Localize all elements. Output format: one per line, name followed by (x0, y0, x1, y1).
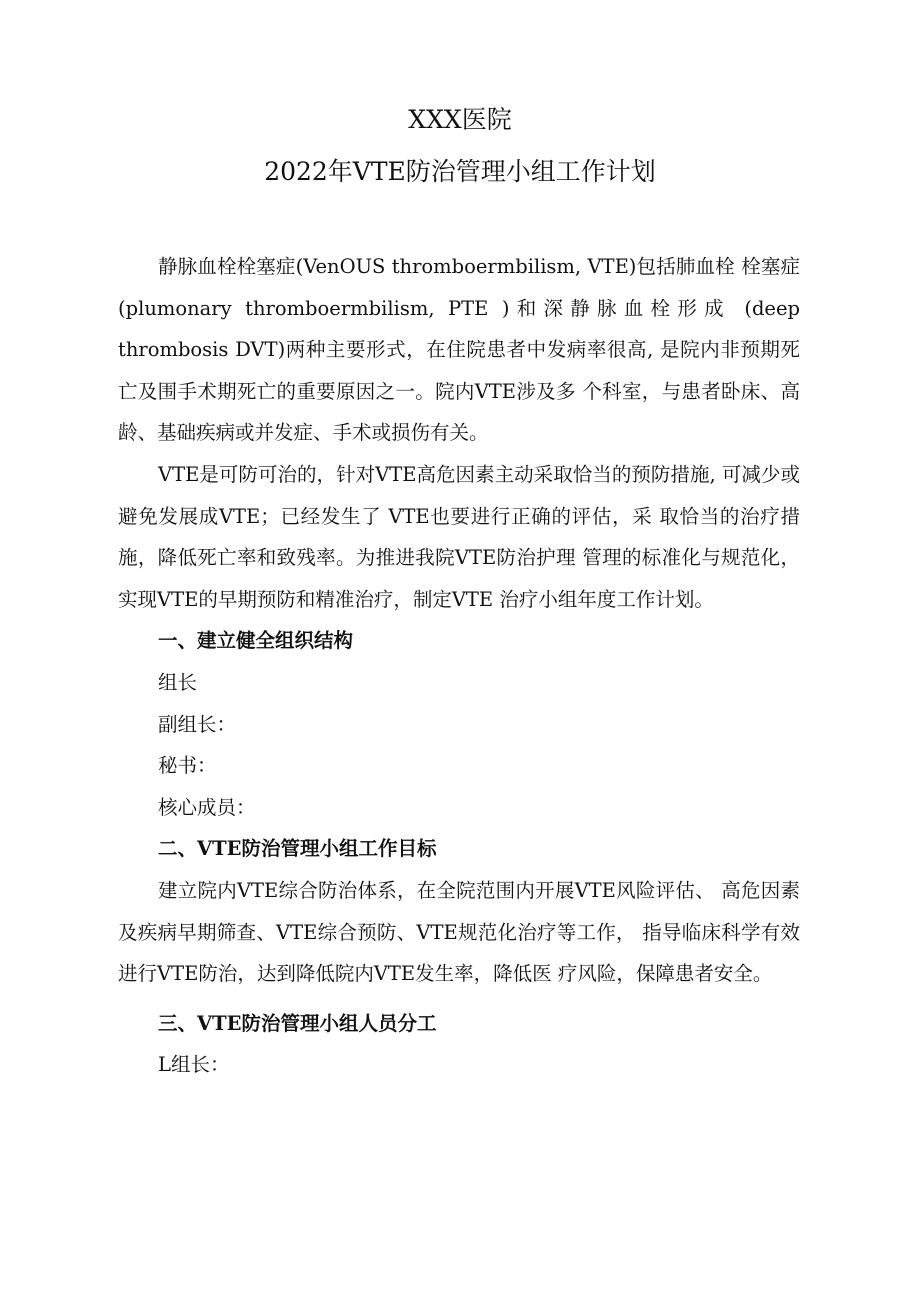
section-spacer (118, 995, 800, 1003)
intro-paragraph: 静脉血栓栓塞症(VenOUS thromboermbilism, VTE)包括肺血栓 栓塞症(plumonary thromboermbilism, PTE )和深静脉血栓形成 (deep thrombosis DVT)两种主要形式，在住院患者中发病率很高, 是院内非预期死亡及围手术期死亡的重要原因之一。院内VTE涉及多 个科室，与患者卧床、高龄、基础疾病或并发症、手术或损伤有关。 (118, 255, 800, 445)
section-heading-goals: 二、VTE防治管理小组工作目标 (158, 837, 437, 861)
org-role-leader: 组长 (158, 670, 198, 694)
goals-paragraph: 建立院内VTE综合防治体系，在全院范围内开展VTE风险评估、 高危因素及疾病早期筛查、VTE综合预防、VTE规范化治疗等工作， 指导临床科学有效进行VTE防治，达到降低院内VTE发生率，降低医 疗风险，保障患者安全。 (118, 878, 800, 986)
division-role-leader: L组长： (158, 1053, 230, 1077)
org-role-secretary: 秘书： (158, 754, 217, 778)
intro-paragraph: VTE是可防可治的，针对VTE高危因素主动采取恰当的预防措施, 可减少或避免发展成VTE；已经发生了 VTE也要进行正确的评估，采 取恰当的治疗措施，降低死亡率和致残率。为推进我院VTE防治护理 管理的标准化与规范化，实现VTE的早期预防和精准治疗，制定VTE 治疗小组年度工作计划。 (118, 462, 800, 611)
document-title-plan: 2022年VTE防治管理小组工作计划 (264, 157, 656, 186)
org-role-deputy-leader: 副组长： (158, 712, 237, 736)
org-role-core-members: 核心成员： (158, 795, 256, 819)
section-heading-organization: 一、建立健全组织结构 (158, 629, 354, 653)
document-body (118, 246, 800, 1086)
section-heading-division: 三、VTE防治管理小组人员分工 (158, 1011, 437, 1035)
document-title-hospital: XXX医院 (408, 105, 512, 134)
